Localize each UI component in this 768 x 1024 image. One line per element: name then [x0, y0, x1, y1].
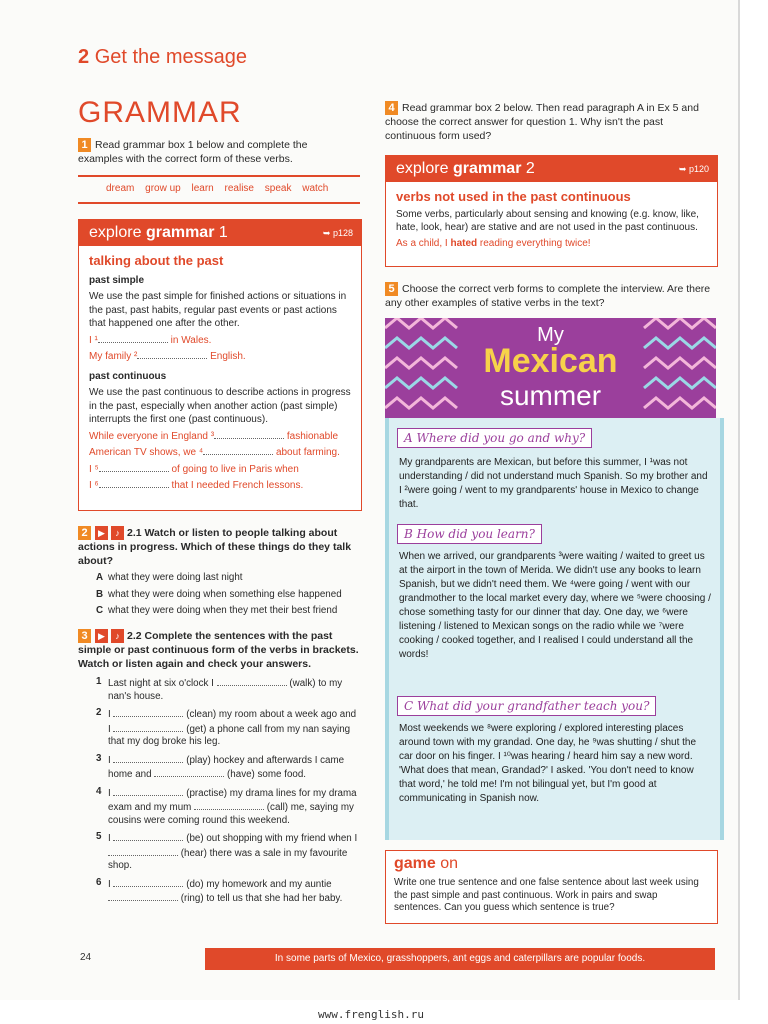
sentence-text: I	[108, 833, 111, 844]
game-title-rest: on	[440, 855, 459, 872]
question-heading-b: B How did you learn?	[397, 524, 542, 544]
option-text: what they were doing when they met their best friend	[108, 605, 338, 616]
answer-blank[interactable]	[194, 800, 264, 810]
option-letter: C	[96, 605, 104, 616]
game-title-bold: game	[394, 855, 436, 872]
sentence-text: (practise) my drama lines for my drama exam and my mum	[108, 787, 357, 813]
option-letter: A	[96, 572, 104, 583]
example-line	[89, 333, 351, 348]
option-item	[96, 605, 364, 618]
exercise-3-text: Complete the sentences with the past simple or past continuous form of the verbs in brackets. Watch or listen again and check your answers.	[78, 630, 359, 670]
word-item: grow up	[145, 183, 181, 194]
sentence-text: (hear) there was a sale in my favourite shop.	[108, 847, 348, 871]
answer-blank[interactable]	[98, 333, 168, 343]
exercise-5-text: Choose the correct verb forms to complete the interview. Are there any other examples of stative verbs in the text?	[385, 283, 711, 309]
option-item	[96, 572, 364, 585]
answer-blank[interactable]	[203, 445, 273, 455]
word-item: dream	[106, 183, 135, 194]
box-heading: verbs not used in the past continuous	[396, 189, 631, 204]
item-number: 2	[96, 707, 102, 718]
example-text: I ⁶	[89, 480, 99, 491]
exercise-1-text: Read grammar box 1 below and complete the examples with the correct form of these verbs.	[78, 139, 308, 165]
sentence-text: (get) a phone call from my nan saying that my dog broke his leg.	[108, 723, 351, 747]
sentence-item	[96, 831, 360, 873]
exercise-4-text: Read grammar box 2 below. Then read paragraph A in Ex 5 and choose the correct answer for question 1. Why isn't the past continuous form used?	[385, 102, 699, 142]
sentence-item	[96, 676, 360, 703]
word-list	[106, 183, 336, 194]
example-text: I ⁵	[89, 463, 99, 475]
example-text: My family ²	[89, 351, 138, 362]
subheading-past-continuous: past continuous	[89, 370, 167, 382]
example-text: in Wales.	[170, 334, 212, 346]
answer-blank[interactable]	[99, 478, 169, 488]
box-label: explore	[396, 160, 449, 177]
article-body	[385, 418, 724, 840]
example-line	[396, 237, 707, 251]
word-item: speak	[264, 183, 292, 194]
game-on-box	[385, 850, 718, 924]
sentence-text: (walk) to my nan's house.	[108, 678, 343, 702]
example-highlight: hated	[450, 237, 478, 249]
rule-text: We use the past continuous to describe actions in progress in the past, especially when another action (past simple) interrupts the first one (past continuous).	[89, 387, 351, 425]
example-text: As a child, I	[396, 237, 451, 249]
rule-text: Some verbs, particularly about sensing and knowing (e.g. know, like, hate, look, hear) are stative and are not used in the past continuous.	[396, 208, 699, 233]
example-text: English.	[210, 351, 246, 362]
video-icon[interactable]: ▶	[95, 629, 108, 643]
unit-title	[78, 46, 247, 69]
example-text: that I needed French lessons.	[171, 480, 304, 491]
example-line	[89, 445, 351, 460]
grammar-box-header	[79, 220, 361, 246]
example-text: American TV shows, we ⁴	[89, 447, 204, 458]
divider	[78, 175, 360, 177]
sentence-item	[96, 786, 360, 828]
page-reference: ➥ p120	[678, 164, 709, 174]
exercise-number: 5	[385, 282, 398, 296]
page-number: 24	[80, 952, 92, 963]
grammar-box-2	[385, 155, 718, 267]
answer-blank[interactable]	[113, 753, 183, 763]
unit-name: Get the message	[94, 46, 247, 68]
exercise-2-instruction	[78, 526, 360, 568]
example-text: about farming.	[275, 447, 340, 458]
unit-number: 2	[78, 46, 90, 68]
exercise-number: 4	[385, 101, 398, 115]
sentence-list	[96, 676, 360, 910]
audio-icon[interactable]: ♪	[111, 629, 124, 643]
item-number: 5	[96, 831, 102, 842]
banner-title-line3: summer	[499, 380, 602, 411]
page-reference: ➥ p128	[322, 228, 353, 238]
sentence-item	[96, 707, 360, 749]
sentence-text: (do) my homework and my auntie	[186, 878, 332, 890]
divider	[78, 202, 360, 204]
sentence-text: (play) hockey and afterwards I came home and	[108, 754, 345, 780]
example-text: While everyone in England ³	[89, 430, 215, 442]
item-number: 4	[96, 785, 102, 797]
exercise-1-instruction	[78, 138, 348, 166]
game-title	[394, 855, 458, 873]
article-banner	[385, 318, 716, 418]
sentence-text: I	[108, 709, 111, 720]
sentence-text: (clean) my room about a week ago and I	[108, 709, 357, 735]
sentence-text: Last night at six o'clock I	[108, 678, 214, 689]
example-line	[89, 349, 351, 364]
audio-track: 2.2	[127, 630, 142, 642]
answer-blank[interactable]	[113, 831, 183, 841]
answer-blank[interactable]	[99, 462, 169, 472]
example-line	[89, 478, 351, 493]
sentence-text: I	[108, 878, 111, 890]
sentence-text: I	[108, 754, 111, 766]
grammar-box-1	[78, 219, 362, 511]
paragraph-a: My grandparents are Mexican, but before this summer, I ¹was not understanding / did not understand much Spanish. So my brother and I ²were going / went to my grandparents' house in Mexico to change that.	[399, 457, 708, 510]
rule-text: We use the past simple for finished actions or situations in the past, past habits, regular past events or past actions that happened one after the other.	[89, 291, 347, 329]
option-item	[96, 589, 364, 602]
answer-blank[interactable]	[113, 707, 183, 717]
grammar-box-header	[386, 156, 717, 182]
fun-fact-bar: In some parts of Mexico, grasshoppers, ant eggs and caterpillars are popular foods.	[205, 948, 715, 970]
option-letter: B	[96, 588, 104, 600]
answer-blank[interactable]	[154, 767, 224, 777]
word-item: realise	[224, 183, 254, 194]
answer-blank[interactable]	[113, 786, 183, 796]
box-label-bold: grammar	[452, 160, 522, 177]
example-line	[89, 429, 351, 444]
exercise-number: 1	[78, 138, 91, 152]
sentence-item	[96, 877, 360, 906]
answer-blank[interactable]	[108, 891, 178, 901]
sentence-text: (have) some food.	[227, 769, 307, 780]
paragraph-c: Most weekends we ⁸were exploring / explored interesting places around town with my grandad. One day, he ⁹was shutting / shut the car door on his finger. I ¹⁰was hearing / heard him say a new word. 'What does that mean, Grandad?' I asked. 'You don't need to know that word,' he told me! I'm not bilingual yet, but I'm good at communicating in Spanish now.	[399, 723, 697, 804]
watermark: www.frenglish.ru	[318, 1008, 424, 1021]
exercise-4-instruction	[385, 101, 715, 143]
subheading-past-simple: past simple	[89, 274, 145, 286]
example-text: I ¹	[89, 334, 98, 346]
option-text: what they were doing last night	[108, 572, 243, 583]
answer-blank[interactable]	[214, 429, 284, 439]
options-list	[96, 572, 364, 622]
sentence-text: (call) me, saying my cousins were coming round this weekend.	[108, 802, 354, 826]
video-icon[interactable]: ▶	[95, 526, 108, 540]
box-number: 2	[525, 160, 535, 177]
exercise-5-instruction	[385, 282, 715, 310]
sentence-item	[96, 753, 360, 782]
section-title: GRAMMAR	[78, 96, 242, 129]
example-line	[89, 462, 351, 477]
banner-title-line2: Mexican	[483, 342, 618, 380]
audio-icon[interactable]: ♪	[111, 526, 124, 540]
item-number: 6	[96, 876, 102, 888]
example-text: fashionable	[286, 430, 339, 442]
box-label-bold: grammar	[145, 224, 215, 241]
option-text: what they were doing when something else happened	[108, 588, 342, 600]
answer-blank[interactable]	[108, 846, 178, 856]
item-number: 3	[96, 752, 102, 764]
game-text: Write one true sentence and one false sentence about last week using the past simple and past continuous. Work in pairs and swap sentences. Can you guess which sentence is true?	[394, 877, 699, 913]
box-number: 1	[218, 224, 228, 241]
box-label: explore	[89, 224, 142, 241]
answer-blank[interactable]	[137, 349, 207, 359]
word-item: watch	[302, 183, 329, 194]
example-text: reading everything twice!	[477, 237, 591, 249]
sentence-text: I	[108, 787, 111, 799]
exercise-3-instruction	[78, 629, 360, 671]
question-heading-c: C What did your grandfather teach you?	[397, 696, 656, 716]
exercise-number: 2	[78, 526, 91, 540]
answer-blank[interactable]	[113, 722, 183, 732]
exercise-2-text: Watch or listen to people talking about actions in progress. Which of these things do they talk about?	[78, 527, 352, 567]
item-number: 1	[96, 676, 102, 687]
sentence-text: (ring) to tell us that she had her baby.	[180, 893, 343, 904]
word-item: learn	[191, 183, 214, 194]
banner-title-line1: My	[537, 324, 564, 346]
box-heading: talking about the past	[89, 253, 224, 268]
answer-blank[interactable]	[113, 877, 183, 887]
sentence-text: (be) out shopping with my friend when I	[186, 833, 358, 844]
exercise-number: 3	[78, 629, 91, 643]
audio-track: 2.1	[127, 527, 142, 539]
question-heading-a: A Where did you go and why?	[397, 428, 592, 448]
paragraph-b: When we arrived, our grandparents ³were waiting / waited to greet us at the airport in the town of Merida. We didn't use any books to learn Spanish, but we didn't need them. We ⁴were going / went with our grandmother to the local market every day, where we ⁵were choosing / chose something tasty for our dinner that day. One day, we ⁶were listening / listened to Mexican songs on the radio while we ⁷were cooking / cooked together, and I realised I could understand all the words!	[399, 551, 711, 660]
answer-blank[interactable]	[217, 676, 287, 686]
example-text: of going to live in Paris when	[171, 463, 299, 475]
